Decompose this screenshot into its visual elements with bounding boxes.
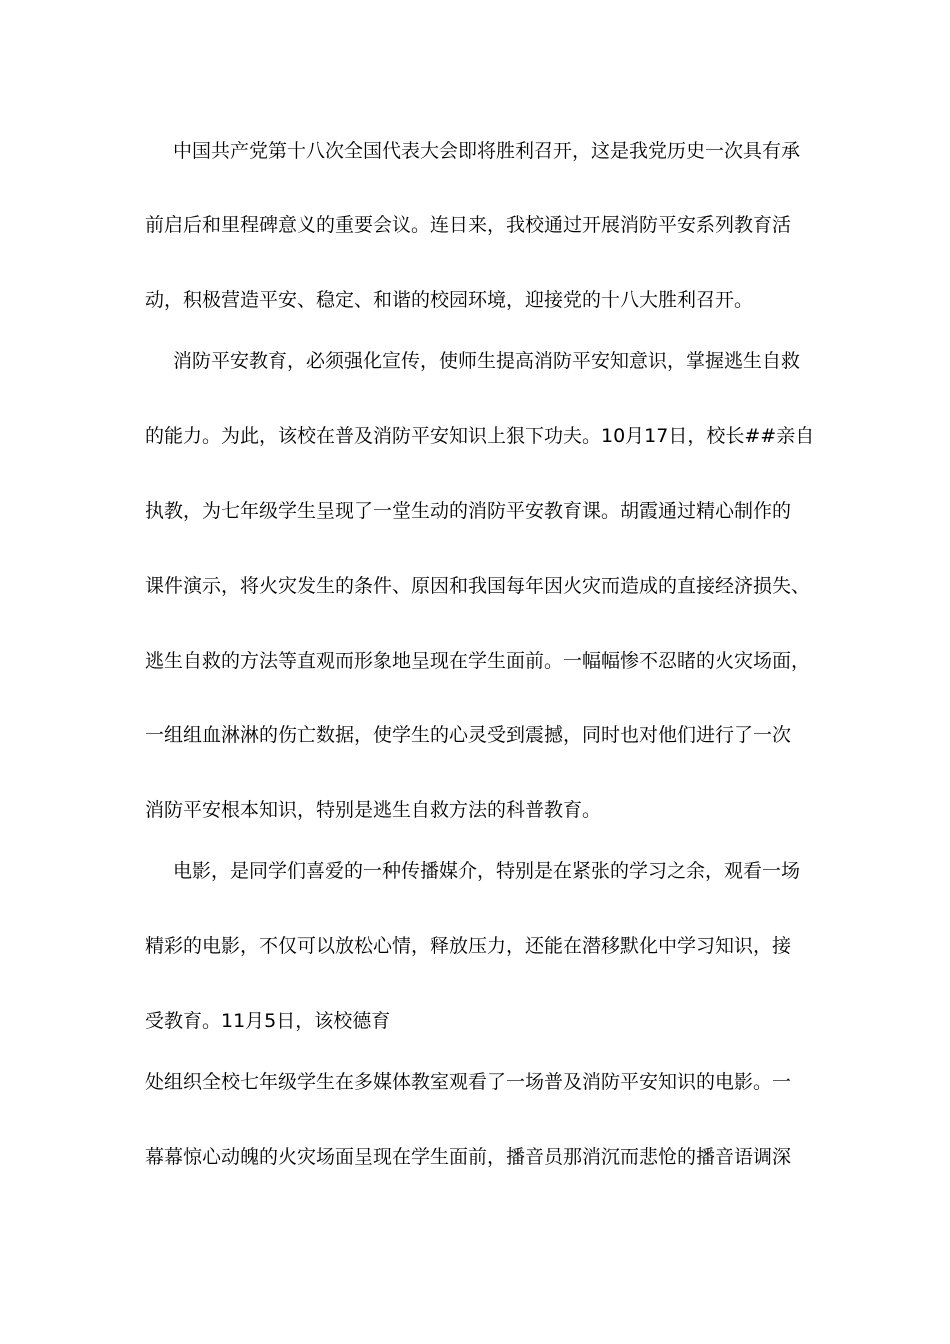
paragraph-1-line-3: 动，积极营造平安、稳定、和谐的校园环境，迎接党的十八大胜利召开。: [145, 289, 754, 311]
paragraph-1-line-2: 前启后和里程碑意义的重要会议。连日来，我校通过开展消防平安系列教育活: [145, 214, 792, 236]
paragraph-2-line-5: 逃生自救的方法等直观而形象地呈现在学生面前。一幅幅惨不忍睹的火灾场面，: [145, 650, 811, 672]
paragraph-2-line-4: 课件演示，将火灾发生的条件、原因和我国每年因火灾而造成的直接经济损失、: [145, 575, 811, 597]
paragraph-1-line-1: 中国共产党第十八次全国代表大会即将胜利召开，这是我党历史一次具有承: [173, 140, 801, 162]
paragraph-4-line-2: 幕幕惊心动魄的火灾场面呈现在学生面前，播音员那消沉而悲怆的播音语调深: [145, 1146, 792, 1168]
paragraph-2-line-7: 消防平安根本知识，特别是逃生自救方法的科普教育。: [145, 799, 602, 821]
paragraph-3-line-2: 精彩的电影，不仅可以放松心情，释放压力，还能在潜移默化中学习知识，接: [145, 935, 792, 957]
paragraph-2-line-6: 一组组血淋淋的伤亡数据，使学生的心灵受到震撼，同时也对他们进行了一次: [145, 724, 792, 746]
paragraph-2-line-1: 消防平安教育，必须强化宣传，使师生提高消防平安知意识，掌握逃生自救: [173, 350, 801, 372]
paragraph-4-line-1: 处组织全校七年级学生在多媒体教室观看了一场普及消防平安知识的电影。一: [145, 1071, 792, 1093]
paragraph-2-line-2: 的能力。为此，该校在普及消防平安知识上狠下功夫。10月17日，校长##亲自: [145, 425, 815, 447]
paragraph-3-line-1: 电影，是同学们喜爱的一种传播媒介，特别是在紧张的学习之余，观看一场: [173, 860, 801, 882]
paragraph-3-line-3: 受教育。11月5日，该校德育: [145, 1010, 391, 1032]
paragraph-2-line-3: 执教，为七年级学生呈现了一堂生动的消防平安教育课。胡霞通过精心制作的: [145, 500, 792, 522]
